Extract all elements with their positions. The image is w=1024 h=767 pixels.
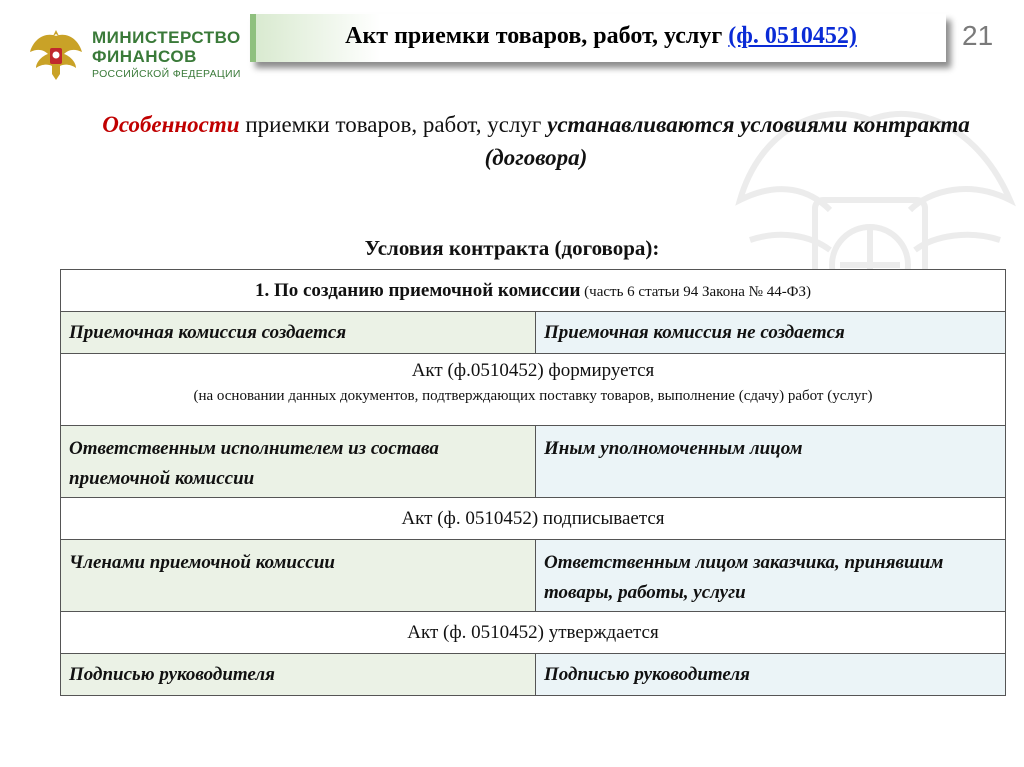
row8-left: Подписью руководителя bbox=[61, 654, 536, 696]
table-row bbox=[61, 426, 1006, 498]
logo-line-2: ФИНАНСОВ bbox=[92, 47, 197, 66]
eagle-emblem-icon bbox=[28, 22, 84, 82]
row4-right: Иным уполномоченным лицом bbox=[536, 426, 1006, 498]
slide-title-text: Акт приемки товаров, работ, услуг bbox=[345, 23, 729, 49]
table-cell bbox=[61, 270, 1006, 312]
row3-main: Акт (ф.0510452) формируется bbox=[411, 360, 655, 381]
row1-note: (часть 6 статьи 94 Закона № 44-ФЗ) bbox=[580, 283, 812, 300]
row1-main: 1. По созданию приемочной комиссии bbox=[254, 279, 581, 301]
table-row bbox=[61, 612, 1006, 654]
row6-left: Членами приемочной комиссии bbox=[61, 540, 536, 612]
row5-main: Акт (ф. 0510452) подписывается bbox=[61, 498, 1006, 540]
row7-main: Акт (ф. 0510452) утверждается bbox=[61, 612, 1006, 654]
intro-paragraph bbox=[66, 108, 1006, 174]
table-row bbox=[61, 498, 1006, 540]
conditions-table bbox=[60, 269, 1006, 696]
intro-bold-text: устанавливаются условиями контракта (договора) bbox=[484, 112, 970, 170]
row6-right: Ответственным лицом заказчика, принявшим товары, работы, услуги bbox=[536, 540, 1006, 612]
conditions-heading: Условия контракта (договора): bbox=[364, 236, 660, 260]
form-link[interactable]: (ф. 0510452) bbox=[728, 23, 857, 49]
intro-red-word: Особенности bbox=[102, 112, 240, 137]
intro-normal-text: приемки товаров, работ, услуг bbox=[239, 112, 548, 137]
table-row bbox=[61, 654, 1006, 696]
table-row bbox=[61, 354, 1006, 426]
row8-right: Подписью руководителя bbox=[536, 654, 1006, 696]
row3-note: (на основании данных документов, подтверждающих поставку товаров, выполнение (сдачу) работ (услуг) bbox=[193, 388, 873, 404]
title-banner bbox=[250, 14, 946, 62]
row4-left: Ответственным исполнителем из состава приемочной комиссии bbox=[61, 426, 536, 498]
ministry-logo bbox=[28, 22, 248, 84]
slide-title bbox=[256, 23, 946, 50]
row2-right: Приемочная комиссия не создается bbox=[536, 312, 1006, 354]
table-row bbox=[61, 270, 1006, 312]
logo-line-3: РОССИЙСКОЙ ФЕДЕРАЦИИ bbox=[92, 68, 241, 80]
table-cell bbox=[61, 354, 1006, 426]
table-row bbox=[61, 540, 1006, 612]
row2-left: Приемочная комиссия создается bbox=[61, 312, 536, 354]
table-row bbox=[61, 312, 1006, 354]
logo-line-1: МИНИСТЕРСТВО bbox=[92, 28, 241, 47]
page-number: 21 bbox=[962, 20, 994, 51]
